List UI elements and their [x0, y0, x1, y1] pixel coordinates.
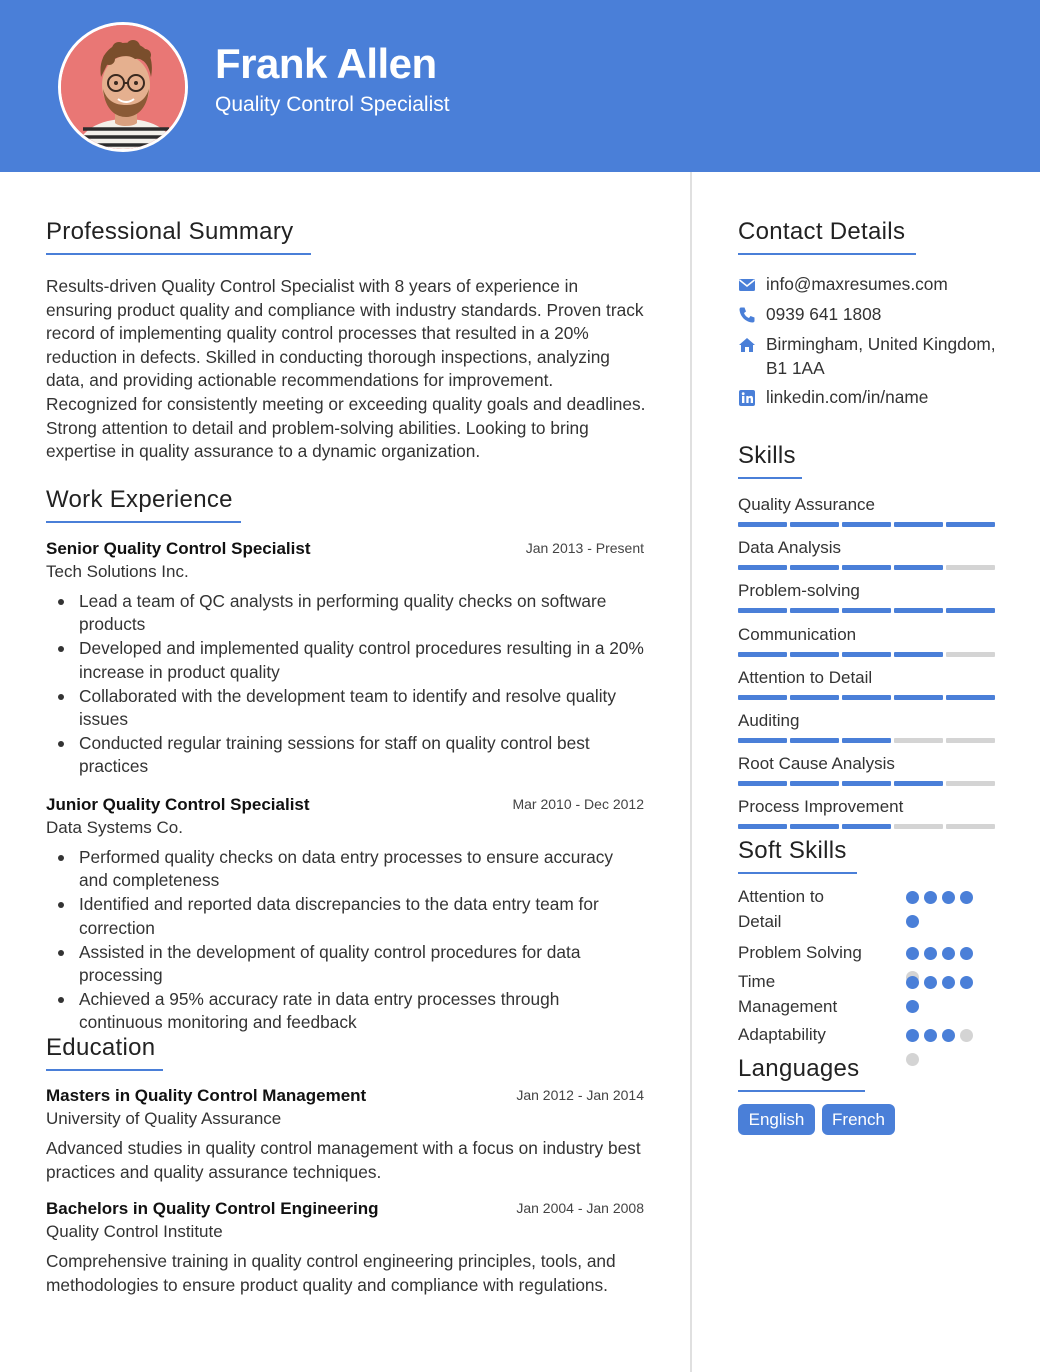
- education-entry: [46, 1085, 646, 1184]
- rating-dot-filled: [942, 976, 955, 989]
- soft-skill-name: Adaptability: [738, 1025, 826, 1044]
- skill-segment-filled: [790, 824, 839, 829]
- skill-item: [738, 494, 994, 516]
- skill-segment-empty: [946, 738, 995, 743]
- rating-dot-filled: [942, 947, 955, 960]
- candidate-name: Frank Allen: [215, 40, 437, 87]
- job-bullets: [46, 846, 646, 1034]
- avatar: [58, 22, 188, 152]
- skill-segment-empty: [946, 565, 995, 570]
- rating-dot-filled: [906, 1029, 919, 1042]
- rating-dot-empty: [906, 1053, 919, 1066]
- rating-dot-filled: [906, 976, 919, 989]
- skill-level-bar: [738, 608, 994, 613]
- skill-segment-filled: [790, 652, 839, 657]
- skill-segment-empty: [946, 652, 995, 657]
- language-tag: French: [822, 1104, 895, 1135]
- skill-segment-filled: [738, 824, 787, 829]
- skill-segment-filled: [842, 565, 891, 570]
- bullet-item: Assisted in the development of quality control procedures for data processing: [46, 941, 646, 988]
- linkedin-text: linkedin.com/in/name: [766, 387, 929, 407]
- address-text: Birmingham, United Kingdom, B1 1AA: [766, 334, 996, 378]
- degree-title: Bachelors in Quality Control Engineering: [46, 1199, 379, 1218]
- job-dates: Jan 2013 - Present: [525, 540, 644, 556]
- skill-segment-filled: [790, 565, 839, 570]
- skill-item: [738, 796, 994, 818]
- skill-level-bar: [738, 695, 994, 700]
- education-description: Advanced studies in quality control management with a focus on industry best practices and quality assurance techniques.: [46, 1138, 641, 1182]
- skill-segment-filled: [842, 824, 891, 829]
- rating-dot-filled: [960, 976, 973, 989]
- section-title: Contact Details: [738, 217, 916, 255]
- skill-segment-filled: [738, 522, 787, 527]
- skill-name: Root Cause Analysis: [738, 754, 895, 774]
- skill-level-bar: [738, 824, 994, 829]
- skill-item: [738, 580, 994, 602]
- section-title: Education: [46, 1033, 163, 1071]
- section-title: Soft Skills: [738, 836, 857, 874]
- skill-name: Problem-solving: [738, 581, 860, 601]
- skill-segment-filled: [894, 608, 943, 613]
- bullet-item: Developed and implemented quality control procedures resulting in a 20% increase in product quality: [46, 637, 646, 684]
- skill-name: Attention to Detail: [738, 667, 873, 687]
- skill-segment-filled: [842, 695, 891, 700]
- skill-segment-filled: [894, 652, 943, 657]
- soft-skill-name: Time Management: [738, 972, 838, 1016]
- bullet-item: Achieved a 95% accuracy rate in data entry processes through continuous monitoring and feedback: [46, 988, 646, 1035]
- skill-segment-filled: [842, 652, 891, 657]
- job-entry: [46, 538, 646, 779]
- resume-header: [0, 0, 1040, 172]
- skill-name: Data Analysis: [738, 538, 841, 558]
- skill-segment-filled: [738, 781, 787, 786]
- school-name: Quality Control Institute: [46, 1222, 223, 1241]
- phone-icon: [738, 306, 756, 324]
- bullet-item: Conducted regular training sessions for staff on quality control best practices: [46, 732, 646, 779]
- soft-skills-section-header: [738, 836, 857, 874]
- contact-section-header: [738, 217, 916, 255]
- section-title: Skills: [738, 441, 802, 479]
- skill-segment-filled: [738, 652, 787, 657]
- soft-skill-name: Attention to Detail: [738, 887, 825, 931]
- skill-segment-filled: [790, 738, 839, 743]
- education-dates: Jan 2004 - Jan 2008: [516, 1200, 644, 1216]
- skill-item: [738, 753, 994, 775]
- rating-dot-empty: [960, 1029, 973, 1042]
- school-name: University of Quality Assurance: [46, 1109, 282, 1128]
- rating-dot-filled: [960, 947, 973, 960]
- skill-segment-empty: [946, 824, 995, 829]
- profile-photo: [61, 25, 188, 152]
- skill-item: [738, 624, 994, 646]
- skill-item: [738, 710, 994, 732]
- summary-text: Results-driven Quality Control Specialist with 8 years of experience in ensuring product quality and compliance with industry standards. Proven track record of implementing quality control processes that resulted in a 20% reduction in defects. Skilled in conducting thorough inspections, analyzing data, and providing actionable recommendations for improvement. Recognized for consistently meeting or exceeding quality goals and deadlines. Strong attention to detail and problem-solving abilities. Looking to bring expertise in quality assurance to a dynamic organization.: [46, 276, 646, 462]
- skill-segment-filled: [946, 608, 995, 613]
- skill-segment-filled: [738, 608, 787, 613]
- column-divider: [690, 172, 692, 1372]
- skill-level-bar: [738, 738, 994, 743]
- job-bullets: [46, 590, 646, 778]
- degree-title: Masters in Quality Control Management: [46, 1086, 367, 1105]
- skill-segment-empty: [946, 781, 995, 786]
- rating-dot-filled: [924, 947, 937, 960]
- skill-level-bar: [738, 652, 994, 657]
- skill-segment-filled: [738, 738, 787, 743]
- skills-section-header: [738, 441, 802, 479]
- job-entry: [46, 794, 646, 1035]
- skill-name: Communication: [738, 624, 857, 644]
- phone-text: 0939 641 1808: [766, 304, 882, 324]
- linkedin-icon: [738, 389, 756, 407]
- rating-dot-filled: [942, 1029, 955, 1042]
- skill-segment-filled: [894, 781, 943, 786]
- education-dates: Jan 2012 - Jan 2014: [516, 1087, 644, 1103]
- rating-dot-filled: [924, 891, 937, 904]
- skill-segment-filled: [790, 522, 839, 527]
- job-title: Junior Quality Control Specialist: [46, 795, 310, 814]
- skill-segment-filled: [842, 781, 891, 786]
- skill-level-bar: [738, 522, 994, 527]
- rating-dot-filled: [906, 915, 919, 928]
- section-title: Work Experience: [46, 485, 241, 523]
- rating-dot-filled: [924, 976, 937, 989]
- home-icon: [738, 336, 756, 354]
- company-name: Data Systems Co.: [46, 818, 183, 837]
- rating-dot-filled: [960, 891, 973, 904]
- skill-name: Process Improvement: [738, 797, 904, 817]
- skill-segment-filled: [894, 522, 943, 527]
- skill-segment-filled: [842, 738, 891, 743]
- skill-segment-filled: [842, 608, 891, 613]
- language-tag: English: [738, 1104, 815, 1135]
- rating-dot-filled: [906, 947, 919, 960]
- skill-segment-filled: [946, 695, 995, 700]
- job-title: Senior Quality Control Specialist: [46, 539, 311, 558]
- skill-name: Quality Assurance: [738, 495, 876, 514]
- email-icon: [738, 276, 756, 294]
- section-title: Languages: [738, 1054, 865, 1092]
- company-name: Tech Solutions Inc.: [46, 562, 189, 581]
- skill-segment-filled: [790, 781, 839, 786]
- bullet-item: Identified and reported data discrepancies to the data entry team for correction: [46, 893, 646, 940]
- rating-dot-filled: [906, 1000, 919, 1013]
- languages-list: [738, 1104, 998, 1135]
- skill-segment-filled: [946, 522, 995, 527]
- rating-dot-filled: [942, 891, 955, 904]
- experience-section-header: [46, 485, 241, 523]
- rating-dot-filled: [906, 891, 919, 904]
- rating-dot-filled: [924, 1029, 937, 1042]
- bullet-item: Performed quality checks on data entry processes to ensure accuracy and completeness: [46, 846, 646, 893]
- education-description: Comprehensive training in quality control engineering principles, tools, and methodologies to ensure product quality and compliance with regulations.: [46, 1251, 616, 1295]
- email-text: info@maxresumes.com: [766, 274, 948, 294]
- skill-segment-filled: [790, 695, 839, 700]
- skill-name: Auditing: [738, 711, 800, 730]
- education-entry: [46, 1198, 646, 1297]
- education-section-header: [46, 1033, 163, 1071]
- bullet-item: Collaborated with the development team to identify and resolve quality issues: [46, 685, 646, 732]
- languages-section-header: [738, 1054, 865, 1092]
- skill-segment-filled: [790, 608, 839, 613]
- section-title: Professional Summary: [46, 217, 311, 255]
- bullet-item: Lead a team of QC analysts in performing quality checks on software products: [46, 590, 646, 637]
- skill-segment-empty: [894, 738, 943, 743]
- candidate-title: Quality Control Specialist: [215, 93, 450, 116]
- skill-segment-empty: [894, 824, 943, 829]
- skill-segment-filled: [738, 695, 787, 700]
- soft-skill-name: Problem Solving: [738, 943, 862, 962]
- summary-section-header: [46, 217, 311, 255]
- skill-segment-filled: [894, 695, 943, 700]
- skill-level-bar: [738, 781, 994, 786]
- skill-level-bar: [738, 565, 994, 570]
- skill-item: [738, 667, 994, 689]
- skill-segment-filled: [738, 565, 787, 570]
- skill-segment-filled: [842, 522, 891, 527]
- skill-segment-filled: [894, 565, 943, 570]
- skill-item: [738, 537, 994, 559]
- job-dates: Mar 2010 - Dec 2012: [512, 796, 644, 812]
